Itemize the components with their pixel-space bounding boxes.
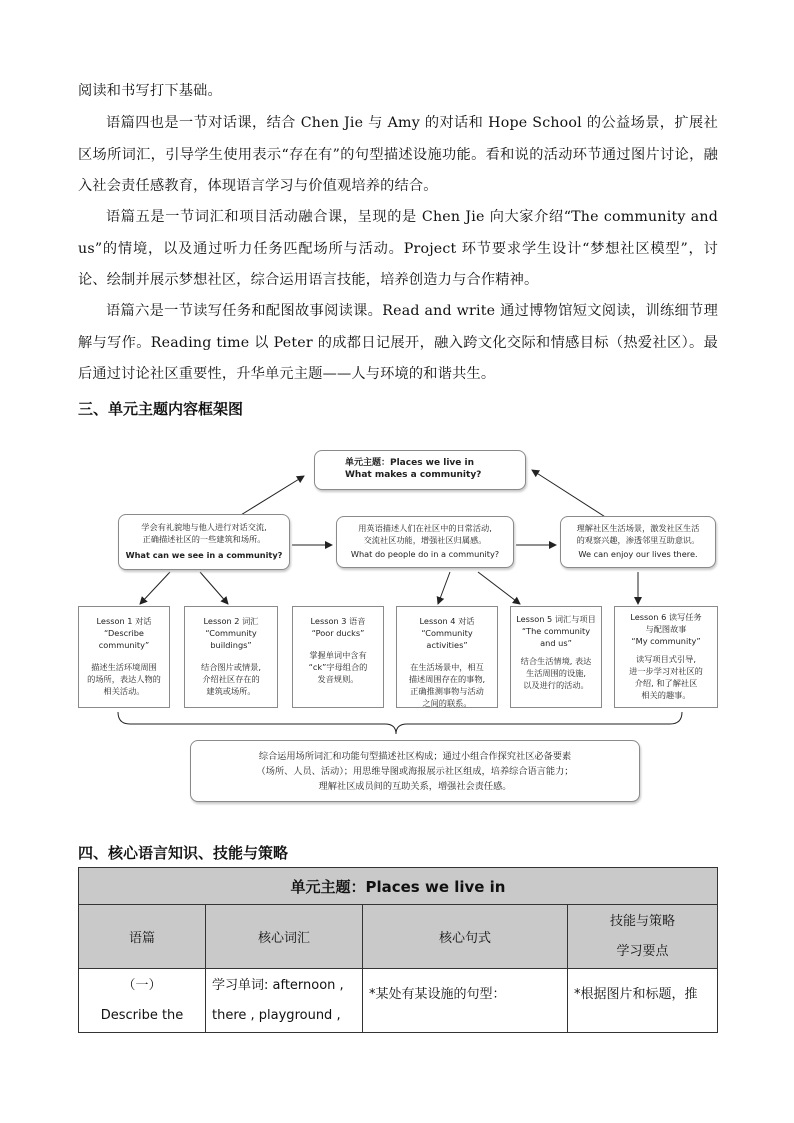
lesson-2-desc-1: 结合图片或情景,	[201, 662, 261, 672]
row1-vocab-cell	[206, 969, 363, 1033]
summary-line-3: 理解社区成员间的互助关系，增强社会责任感。	[318, 781, 512, 792]
paragraph-text-4: 语篇四也是一节对话课，结合 Chen Jie 与 Amy 的对话和 Hope School 的公益场景，扩展社区场所词汇，引导学生使用表示“存在有”的句型描述设施功能。看和说的活动环节通过图片讨论，融入社会责任感教育，体现语言学习与价值观培养的结合。	[78, 115, 718, 194]
arrow-middle-to-lesson4	[438, 572, 450, 604]
lesson-4-subtitle: “Community activities”	[421, 628, 473, 650]
header-vocab-label: 核心词汇	[257, 931, 310, 946]
unit-theme-title: 单元主题：Places we live in	[345, 458, 475, 468]
do-in-community-line1: 用英语描述人们在社区中的日常活动,	[358, 523, 492, 533]
row1-vocab-line1: 学习单词: afternoon ,	[212, 978, 344, 993]
row1-text-line1: （一）	[122, 978, 162, 993]
lesson-3-desc-1: 掌握单词中含有	[309, 650, 367, 660]
lesson-5-desc-2: 生活周围的设施,	[526, 668, 586, 678]
lesson-6-desc-2: 进一步学习对社区的	[629, 666, 703, 676]
lesson-3-title: Lesson 3 语音	[310, 616, 366, 626]
lesson-6-desc-4: 相关的趣事。	[641, 690, 691, 700]
section-heading-framework: 三、单元主题内容框架图	[78, 400, 244, 418]
lesson-6-desc-3: 介绍, 和了解社区	[634, 678, 698, 688]
row1-vocab-line2: there , playground ,	[212, 1008, 341, 1023]
summary-line-2: （场所、人员、活动）；用思维导图或海报展示社区组成，培养综合语言能力；	[256, 766, 574, 777]
paragraph-text-5: 语篇五是一节词汇和项目活动融合课，呈现的是 Chen Jie 向大家介绍“The community and us”的情境，以及通过听力任务匹配场所与活动。Project 环节要求学生设计“梦想社区模型”，讨论、绘制并展示梦想社区，综合运用语言技能，培养创造力与合作精神。	[78, 209, 718, 288]
lesson-2-subtitle: “Community buildings”	[205, 628, 257, 650]
unit-theme-box	[314, 450, 526, 490]
arrow-left-to-lesson2	[200, 572, 228, 604]
summary-line-1: 综合运用场所词汇和功能句型描述社区构成；通过小组合作探究社区必备要素	[258, 751, 572, 762]
lesson-2-desc-3: 建筑或场所。	[206, 686, 256, 696]
enjoy-lives-line2: 的观察兴趣，渗透邻里互助意识。	[576, 535, 700, 545]
lesson-6-subtitle-2: “My community”	[631, 636, 701, 646]
header-skills-line2: 学习要点	[616, 943, 669, 959]
row1-text-line2: Describe the	[100, 1008, 184, 1023]
header-skills	[568, 905, 718, 969]
arrow-left-to-top	[236, 476, 304, 518]
lesson-4-title: Lesson 4 对话	[419, 616, 475, 626]
lesson-2-box	[184, 606, 278, 708]
lesson-6-subtitle: 与配图故事	[645, 624, 687, 634]
lesson-5-desc-1: 结合生活情境, 表达	[520, 656, 592, 666]
see-in-community-question: What can we see in a community?	[125, 550, 283, 560]
lesson-6-title: Lesson 6 读写任务	[630, 612, 702, 622]
lesson-3-box	[292, 606, 384, 708]
lesson-5-desc-3: 以及进行的活动。	[523, 680, 589, 690]
enjoy-lives-line1: 理解社区生活场景，激发社区生活	[576, 523, 700, 533]
lesson-4-desc-3: 正确推测事物与活动	[410, 686, 484, 696]
header-sentences-label: 核心句式	[438, 931, 491, 946]
paragraph-text-6: 语篇六是一节读写任务和配图故事阅读课。Read and write 通过博物馆短文阅读，训练细节理解与写作。Reading time 以 Peter 的成都日记展开，融入跨文化交际和情感目标（热爱社区）。最后通过讨论社区重要性，升华单元主题——人与环境的和谐共生。	[78, 303, 718, 382]
do-in-community-question: What do people do in a community?	[350, 549, 500, 559]
lesson-4-desc-1: 在生活场景中，相互	[410, 662, 484, 672]
lesson-1-desc-2: 的场所，表达人物的	[87, 674, 161, 684]
summary-box	[190, 740, 640, 802]
row1-skills-cell	[568, 969, 718, 1033]
lesson-3-desc-3: 发音规则。	[317, 674, 359, 684]
lesson-5-subtitle-2: and us”	[540, 638, 572, 648]
arrow-middle-to-lesson5	[478, 572, 520, 604]
lesson-3-desc-2: “ck”字母组合的	[308, 662, 368, 672]
row1-sentences-cell	[363, 969, 568, 1033]
lesson-5-title: Lesson 5 词汇与项目	[516, 614, 596, 624]
do-in-community-line2: 交流社区功能，增强社区归属感。	[363, 535, 487, 545]
lesson-1-desc-3: 相关活动。	[103, 686, 145, 696]
lesson-2-title: Lesson 2 词汇	[203, 616, 259, 626]
lesson-1-desc-1: 描述生活环境周围	[91, 662, 157, 672]
arrow-right-to-top	[532, 470, 610, 520]
unit-theme-question: What makes a community?	[345, 470, 482, 480]
header-vocab	[206, 905, 363, 969]
row1-sentences: *某处有某设施的句型：	[369, 987, 506, 1002]
header-text	[79, 905, 206, 969]
lesson-5-box	[510, 606, 602, 708]
row1-skills: *根据图片和标题，推	[574, 987, 698, 1002]
header-text-label: 语篇	[128, 931, 155, 946]
header-sentences	[363, 905, 568, 969]
see-in-community-box	[118, 514, 290, 570]
arrow-left-to-lesson1	[140, 572, 170, 604]
section-heading-core-language: 四、核心语言知识、技能与策略	[78, 844, 289, 862]
core-language-table	[78, 867, 718, 1033]
lesson-6-box	[614, 606, 718, 708]
enjoy-lives-question: We can enjoy our lives there.	[578, 549, 698, 559]
lesson-6-desc-1: 读写项目式引导,	[636, 654, 696, 664]
header-skills-line1: 技能与策略	[609, 913, 675, 929]
row1-text-cell	[79, 969, 206, 1033]
lesson-2-desc-2: 介绍社区存在的	[202, 674, 260, 684]
lesson-1-subtitle: “Describe community”	[98, 628, 150, 650]
do-in-community-box	[336, 516, 514, 568]
see-in-community-line2: 正确描述社区的一些建筑和场所。	[142, 534, 266, 544]
lesson-4-box	[396, 606, 498, 708]
table-title: 单元主题：Places we live in	[290, 877, 506, 896]
lesson-1-title: Lesson 1 对话	[96, 616, 152, 626]
see-in-community-line1: 学会有礼貌地与他人进行对话交流,	[141, 522, 267, 532]
paragraph-intro-end: 阅读和书写打下基础。	[78, 83, 222, 99]
lesson-4-desc-4: 之间的联系。	[422, 698, 472, 708]
enjoy-lives-box	[560, 516, 716, 568]
lesson-3-subtitle: “Poor ducks”	[311, 628, 365, 638]
table-title-cell	[79, 868, 718, 905]
lessons-bracket	[118, 712, 682, 734]
lesson-5-subtitle: “The community	[521, 626, 591, 636]
lesson-1-box	[78, 606, 170, 708]
lesson-4-desc-2: 描述周围存在的事物,	[408, 674, 486, 684]
